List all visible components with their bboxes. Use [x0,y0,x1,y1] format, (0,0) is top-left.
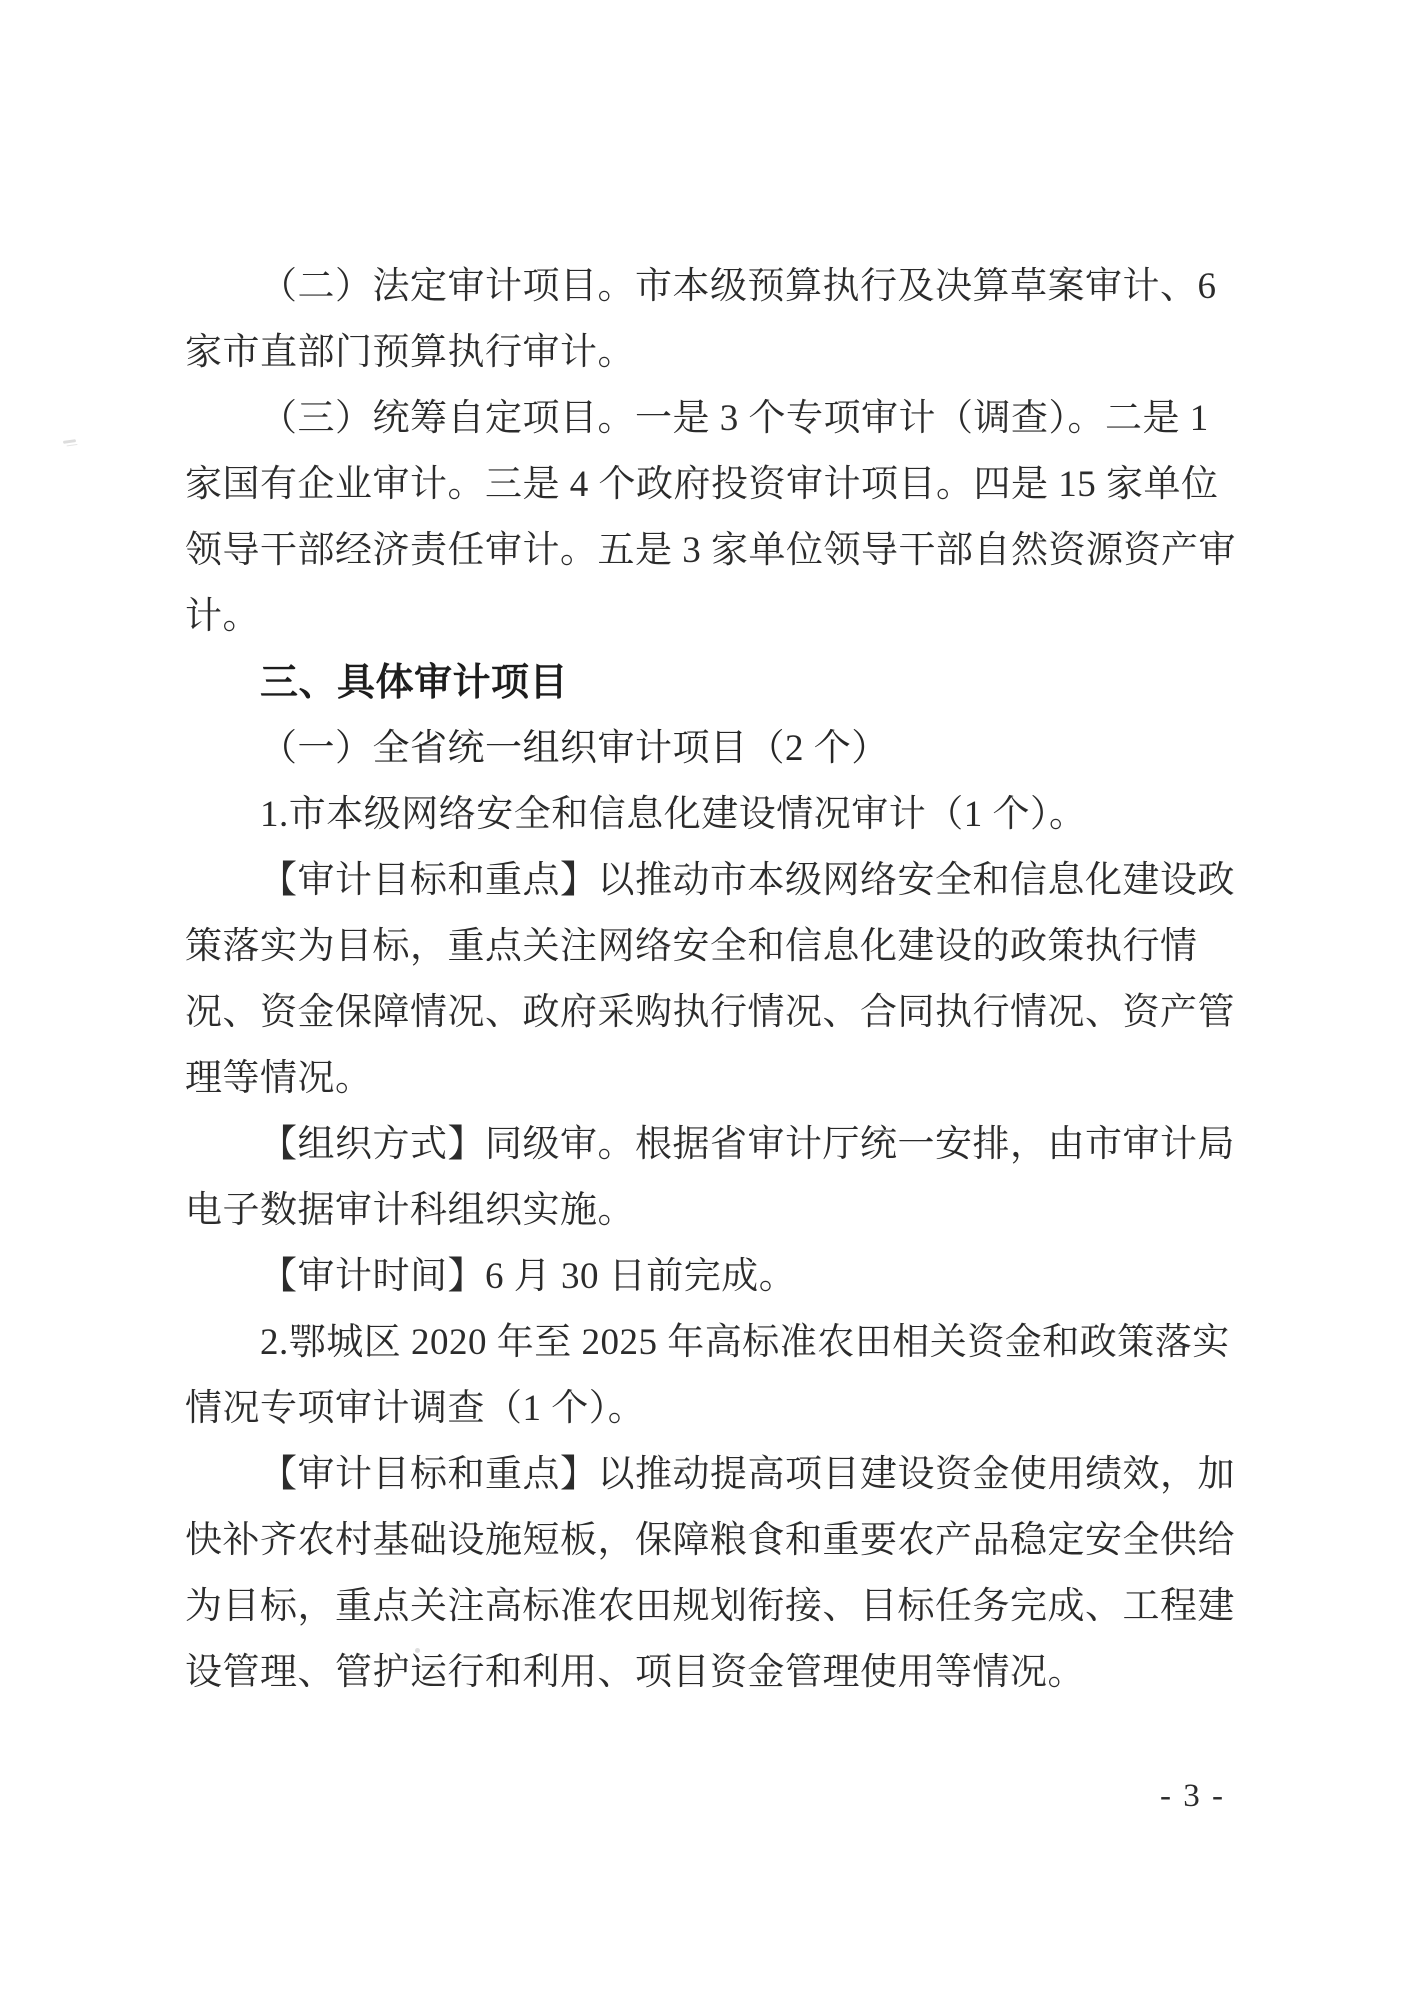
text-line: 【审计目标和重点】以推动提高项目建设资金使用绩效，加 [260,1454,1235,1495]
text-line: 家国有企业审计。三是 4 个政府投资审计项目。四是 15 家单位 [185,464,1219,505]
text-line: 领导干部经济责任审计。五是 3 家单位领导干部自然资源资产审 [185,530,1236,571]
text-line: 【审计时间】6 月 30 日前完成。 [260,1256,797,1297]
scan-artifact [63,439,76,444]
text-line: （一）全省统一组织审计项目（2 个） [260,728,889,769]
text-line: 【组织方式】同级审。根据省审计厅统一安排，由市审计局 [260,1124,1235,1165]
text-line: 计。 [185,596,260,637]
text-line: 策落实为目标，重点关注网络安全和信息化建设的政策执行情 [185,926,1198,967]
text-line: 1.市本级网络安全和信息化建设情况审计（1 个）。 [260,794,1087,835]
text-line: 三、具体审计项目 [260,662,569,704]
text-line: 情况专项审计调查（1 个）。 [185,1388,646,1429]
text-line: 况、资金保障情况、政府采购执行情况、合同执行情况、资产管 [185,992,1235,1033]
document-body [185,254,1285,1706]
text-line: 2.鄂城区 2020 年至 2025 年高标准农田相关资金和政策落实 [260,1322,1230,1363]
text-line: 家市直部门预算执行审计。 [185,332,635,373]
text-line: 设管理、管护运行和利用、项目资金管理使用等情况。 [185,1652,1085,1693]
text-line: （二）法定审计项目。市本级预算执行及决算草案审计、6 [260,266,1217,307]
text-line: （三）统筹自定项目。一是 3 个专项审计（调查）。二是 1 [260,398,1209,439]
text-line: 快补齐农村基础设施短板，保障粮食和重要农产品稳定安全供给 [185,1520,1235,1561]
page-number: - 3 - [1160,1778,1225,1814]
text-line: 【审计目标和重点】以推动市本级网络安全和信息化建设政 [260,860,1235,901]
text-line: 为目标，重点关注高标准农田规划衔接、目标任务完成、工程建 [185,1586,1235,1627]
text-line: 理等情况。 [185,1058,373,1099]
text-line: 电子数据审计科组织实施。 [185,1190,635,1231]
